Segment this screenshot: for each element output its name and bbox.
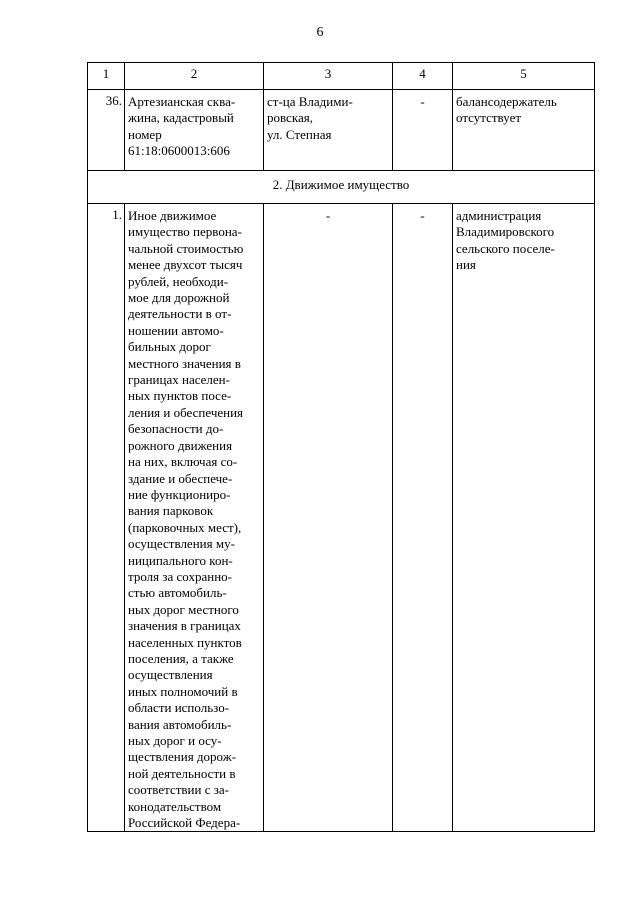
table-row (88, 90, 595, 171)
item-col4: - (393, 204, 453, 832)
header-col-4: 4 (393, 63, 453, 90)
header-col-1: 1 (88, 63, 125, 90)
item-holder: балансодержатель отсутствует (453, 90, 595, 171)
item-address: ст-ца Владими- ровская, ул. Степная (264, 90, 393, 171)
item-name: Иное движимое имущество первона- чальной стоимостью менее двухсот тысяч рублей, необходи- мое для дорожной деятельности в от- ношении автомо- бильных дорог местного значения в границах населен- ных пунктов посе- ления и обеспечения безопасности до- рожного движения на них, включая со- здание и обеспече- ние функциониро- вания парковок (парковочных мест), осуществления му- ниципального кон- троля за сохранно- стью автомобиль- ных дорог местного значения в границах населенных пунктов поселения, а также осуществления иных полномочий в области использо- вания автомобиль- ных дорог и осу- ществления дорож- ной деятельности в соответствии с за- конодательством Российской Федера- (125, 204, 264, 832)
item-address: - (264, 204, 393, 832)
row-number: 1. (88, 204, 125, 832)
section-heading-row (88, 171, 595, 204)
table-header-row (88, 63, 595, 90)
section-title: 2. Движимое имущество (88, 171, 595, 204)
header-col-3: 3 (264, 63, 393, 90)
item-holder: администрация Владимировского сельского поселе- ния (453, 204, 595, 832)
row-number: 36. (88, 90, 125, 171)
item-name: Артезианская сква- жина, кадастровый номер 61:18:0600013:606 (125, 90, 264, 171)
header-col-5: 5 (453, 63, 595, 90)
item-col4: - (393, 90, 453, 171)
property-table (87, 62, 595, 832)
table-row (88, 204, 595, 832)
page-number: 6 (316, 25, 324, 40)
header-col-2: 2 (125, 63, 264, 90)
